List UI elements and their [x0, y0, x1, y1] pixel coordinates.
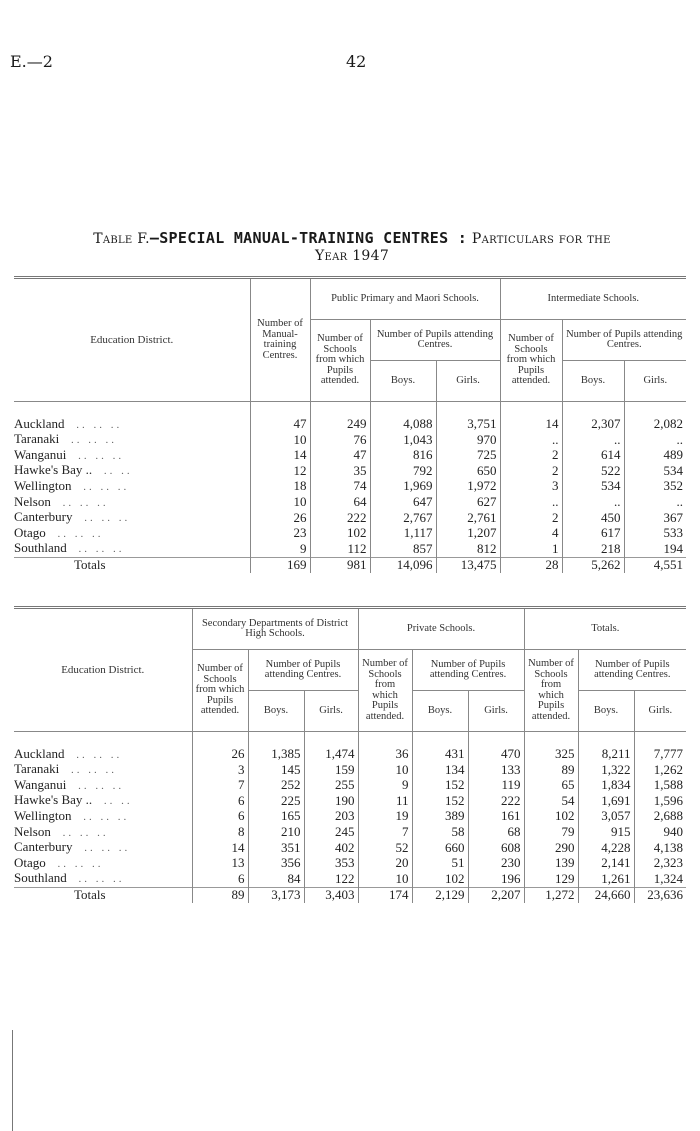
dot-leader: .. .. ..: [78, 512, 131, 525]
private-girls-cell: 222: [468, 793, 524, 809]
header-intermediate-boys: Boys.: [562, 361, 624, 402]
district-name: Otago .. .. ..: [14, 855, 104, 870]
secondary-boys-cell: 356: [248, 856, 304, 872]
intermediate-schools-cell: ..: [500, 432, 562, 448]
centres-cell: 23: [250, 526, 310, 542]
totals-boys-cell: 3,057: [578, 809, 634, 825]
header-intermediate-girls: Girls.: [624, 361, 686, 402]
title-suffix: Particulars for the: [471, 231, 611, 247]
primary-boys-cell: 857: [370, 541, 436, 557]
totals-schools-cell: 290: [524, 840, 578, 856]
intermediate-girls-cell: ..: [624, 432, 686, 448]
header-totals-pupils: Number of Pupils attending Centres.: [578, 650, 686, 691]
intermediate-boys-cell: ..: [562, 432, 624, 448]
secondary-boys-cell: 252: [248, 778, 304, 794]
totals-boys-cell: 8,211: [578, 747, 634, 763]
intermediate-schools-cell: 3: [500, 479, 562, 495]
header-group-intermediate: Intermediate Schools.: [500, 278, 686, 320]
private-schools-cell: 7: [358, 825, 412, 841]
header-manual-training-centres: Number of Manual-training Centres.: [250, 278, 310, 402]
secondary-boys-cell: 84: [248, 871, 304, 887]
header-private-girls: Girls.: [468, 691, 524, 732]
header-private-pupils: Number of Pupils attending Centres.: [412, 650, 524, 691]
header-group-secondary: Secondary Departments of District High Schools.: [192, 608, 358, 650]
primary-schools-cell: 249: [310, 417, 370, 433]
primary-boys-cell: 1,969: [370, 479, 436, 495]
totals-boys-cell: 1,261: [578, 871, 634, 887]
primary-schools-cell: 76: [310, 432, 370, 448]
private-boys-cell: 152: [412, 778, 468, 794]
totals-boys-cell: 1,691: [578, 793, 634, 809]
private-girls-cell: 230: [468, 856, 524, 872]
secondary-girls-cell: 122: [304, 871, 358, 887]
table-row: [14, 778, 686, 794]
primary-girls-cell: 970: [436, 432, 500, 448]
total-primary-girls: 13,475: [436, 557, 500, 572]
secondary-schools-cell: 6: [192, 871, 248, 887]
totals-schools-cell: 79: [524, 825, 578, 841]
private-boys-cell: 51: [412, 856, 468, 872]
table-row: [14, 479, 686, 495]
primary-girls-cell: 725: [436, 448, 500, 464]
secondary-schools-cell: 6: [192, 809, 248, 825]
intermediate-schools-cell: 1: [500, 541, 562, 557]
total-all-girls: 23,636: [634, 887, 686, 902]
secondary-girls-cell: 245: [304, 825, 358, 841]
district-name: Auckland .. .. ..: [14, 416, 123, 431]
intermediate-boys-cell: 534: [562, 479, 624, 495]
total-intermediate-schools: 28: [500, 557, 562, 572]
total-primary-schools: 981: [310, 557, 370, 572]
table-row: [14, 448, 686, 464]
centres-cell: 12: [250, 463, 310, 479]
table-row: [14, 432, 686, 448]
page-reference: E.—2: [10, 52, 53, 71]
centres-cell: 9: [250, 541, 310, 557]
header-education-district: Education District.: [14, 278, 250, 402]
header-primary-pupils: Number of Pupils attending Centres.: [370, 320, 500, 361]
header-primary-schools: Number of Schools from which Pupils attended.: [310, 320, 370, 402]
private-boys-cell: 102: [412, 871, 468, 887]
private-schools-cell: 52: [358, 840, 412, 856]
primary-boys-cell: 4,088: [370, 417, 436, 433]
dot-leader: .. .. ..: [51, 527, 104, 540]
secondary-schools-cell: 14: [192, 840, 248, 856]
district-name: Nelson .. .. ..: [14, 824, 109, 839]
header-private-schools: Number of Schools from which Pupils attended.: [358, 650, 412, 732]
primary-schools-cell: 35: [310, 463, 370, 479]
intermediate-boys-cell: 617: [562, 526, 624, 542]
private-schools-cell: 9: [358, 778, 412, 794]
totals-row: [14, 887, 686, 902]
intermediate-boys-cell: 614: [562, 448, 624, 464]
intermediate-schools-cell: ..: [500, 495, 562, 511]
title-prefix: Table F.: [93, 231, 150, 247]
totals-girls-cell: 1,324: [634, 871, 686, 887]
totals-girls-cell: 940: [634, 825, 686, 841]
dot-leader: .. ..: [98, 465, 133, 478]
primary-boys-cell: 2,767: [370, 510, 436, 526]
private-boys-cell: 58: [412, 825, 468, 841]
total-all-boys: 24,660: [578, 887, 634, 902]
secondary-boys-cell: 351: [248, 840, 304, 856]
header-private-boys: Boys.: [412, 691, 468, 732]
header-secondary-schools: Number of Schools from which Pupils attended.: [192, 650, 248, 732]
total-all-schools: 1,272: [524, 887, 578, 902]
table-primary-intermediate: [14, 276, 686, 573]
totals-girls-cell: 2,688: [634, 809, 686, 825]
district-name: Wellington .. .. ..: [14, 478, 130, 493]
totals-girls-cell: 4,138: [634, 840, 686, 856]
private-boys-cell: 389: [412, 809, 468, 825]
totals-schools-cell: 325: [524, 747, 578, 763]
totals-schools-cell: 89: [524, 762, 578, 778]
header-secondary-girls: Girls.: [304, 691, 358, 732]
table-row: [14, 495, 686, 511]
table-row: [14, 510, 686, 526]
primary-schools-cell: 74: [310, 479, 370, 495]
centres-cell: 10: [250, 432, 310, 448]
totals-boys-cell: 1,834: [578, 778, 634, 794]
page-header: [10, 52, 690, 72]
intermediate-girls-cell: ..: [624, 495, 686, 511]
private-girls-cell: 68: [468, 825, 524, 841]
header-group-private: Private Schools.: [358, 608, 524, 650]
totals-label: Totals: [14, 557, 250, 572]
private-boys-cell: 660: [412, 840, 468, 856]
totals-boys-cell: 915: [578, 825, 634, 841]
secondary-boys-cell: 1,385: [248, 747, 304, 763]
secondary-boys-cell: 210: [248, 825, 304, 841]
total-secondary-girls: 3,403: [304, 887, 358, 902]
totals-boys-cell: 4,228: [578, 840, 634, 856]
header-group-primary: Public Primary and Maori Schools.: [310, 278, 500, 320]
totals-girls-cell: 1,588: [634, 778, 686, 794]
page-number: 42: [346, 52, 367, 71]
table-row: [14, 871, 686, 887]
totals-schools-cell: 139: [524, 856, 578, 872]
district-name: Nelson .. .. ..: [14, 494, 109, 509]
table-row: [14, 825, 686, 841]
private-schools-cell: 10: [358, 762, 412, 778]
intermediate-boys-cell: 218: [562, 541, 624, 557]
district-name: Wanganui .. .. ..: [14, 447, 125, 462]
primary-boys-cell: 792: [370, 463, 436, 479]
district-name: Otago .. .. ..: [14, 525, 104, 540]
primary-girls-cell: 812: [436, 541, 500, 557]
totals-girls-cell: 1,596: [634, 793, 686, 809]
header-totals-girls: Girls.: [634, 691, 686, 732]
total-primary-boys: 14,096: [370, 557, 436, 572]
private-schools-cell: 20: [358, 856, 412, 872]
intermediate-girls-cell: 194: [624, 541, 686, 557]
primary-boys-cell: 647: [370, 495, 436, 511]
primary-schools-cell: 102: [310, 526, 370, 542]
table-row: [14, 840, 686, 856]
header-group-totals: Totals.: [524, 608, 686, 650]
intermediate-girls-cell: 2,082: [624, 417, 686, 433]
secondary-schools-cell: 6: [192, 793, 248, 809]
total-secondary-schools: 89: [192, 887, 248, 902]
total-private-boys: 2,129: [412, 887, 468, 902]
dot-leader: .. .. ..: [70, 748, 123, 761]
private-boys-cell: 152: [412, 793, 468, 809]
private-schools-cell: 36: [358, 747, 412, 763]
totals-schools-cell: 129: [524, 871, 578, 887]
secondary-girls-cell: 203: [304, 809, 358, 825]
secondary-schools-cell: 3: [192, 762, 248, 778]
total-intermediate-boys: 5,262: [562, 557, 624, 572]
dot-leader: .. .. ..: [77, 810, 130, 823]
intermediate-girls-cell: 534: [624, 463, 686, 479]
totals-girls-cell: 1,262: [634, 762, 686, 778]
secondary-girls-cell: 1,474: [304, 747, 358, 763]
private-boys-cell: 134: [412, 762, 468, 778]
district-name: Wanganui .. .. ..: [14, 777, 125, 792]
private-boys-cell: 431: [412, 747, 468, 763]
primary-girls-cell: 2,761: [436, 510, 500, 526]
table-row: [14, 762, 686, 778]
district-name: Southland .. .. ..: [14, 541, 125, 556]
table-row: [14, 747, 686, 763]
centres-cell: 18: [250, 479, 310, 495]
primary-girls-cell: 627: [436, 495, 500, 511]
private-girls-cell: 119: [468, 778, 524, 794]
district-name: Hawke's Bay .. .. ..: [14, 463, 133, 478]
intermediate-schools-cell: 2: [500, 448, 562, 464]
dot-leader: .. .. ..: [77, 480, 130, 493]
dot-leader: .. .. ..: [72, 543, 125, 556]
secondary-boys-cell: 225: [248, 793, 304, 809]
totals-schools-cell: 65: [524, 778, 578, 794]
primary-boys-cell: 1,117: [370, 526, 436, 542]
table-row: [14, 526, 686, 542]
intermediate-girls-cell: 533: [624, 526, 686, 542]
secondary-schools-cell: 13: [192, 856, 248, 872]
title-main: —SPECIAL MANUAL-TRAINING CENTRES :: [149, 229, 468, 247]
dot-leader: .. .. ..: [65, 434, 118, 447]
primary-girls-cell: 1,972: [436, 479, 500, 495]
secondary-schools-cell: 26: [192, 747, 248, 763]
secondary-schools-cell: 7: [192, 778, 248, 794]
header-totals-boys: Boys.: [578, 691, 634, 732]
secondary-girls-cell: 255: [304, 778, 358, 794]
total-intermediate-girls: 4,551: [624, 557, 686, 572]
secondary-boys-cell: 145: [248, 762, 304, 778]
intermediate-boys-cell: 450: [562, 510, 624, 526]
secondary-boys-cell: 165: [248, 809, 304, 825]
dot-leader: .. .. ..: [51, 857, 104, 870]
primary-girls-cell: 1,207: [436, 526, 500, 542]
dot-leader: .. ..: [98, 795, 133, 808]
centres-cell: 10: [250, 495, 310, 511]
private-girls-cell: 133: [468, 762, 524, 778]
private-schools-cell: 10: [358, 871, 412, 887]
secondary-girls-cell: 190: [304, 793, 358, 809]
primary-boys-cell: 1,043: [370, 432, 436, 448]
centres-cell: 47: [250, 417, 310, 433]
table-row: [14, 541, 686, 557]
header-secondary-boys: Boys.: [248, 691, 304, 732]
secondary-girls-cell: 159: [304, 762, 358, 778]
table-row: [14, 793, 686, 809]
table-row: [14, 417, 686, 433]
margin-line: [12, 1030, 13, 1131]
intermediate-schools-cell: 14: [500, 417, 562, 433]
private-girls-cell: 608: [468, 840, 524, 856]
totals-row: [14, 557, 686, 572]
secondary-girls-cell: 402: [304, 840, 358, 856]
dot-leader: .. .. ..: [72, 873, 125, 886]
primary-boys-cell: 816: [370, 448, 436, 464]
total-centres: 169: [250, 557, 310, 572]
totals-schools-cell: 54: [524, 793, 578, 809]
intermediate-boys-cell: 522: [562, 463, 624, 479]
totals-boys-cell: 2,141: [578, 856, 634, 872]
table-row: [14, 856, 686, 872]
totals-girls-cell: 7,777: [634, 747, 686, 763]
dot-leader: .. .. ..: [56, 826, 109, 839]
private-girls-cell: 196: [468, 871, 524, 887]
header-intermediate-pupils: Number of Pupils attending Centres.: [562, 320, 686, 361]
intermediate-schools-cell: 2: [500, 510, 562, 526]
district-name: Canterbury .. .. ..: [14, 840, 131, 855]
header-education-district: Education District.: [14, 608, 192, 732]
header-intermediate-schools: Number of Schools from which Pupils attended.: [500, 320, 562, 402]
header-secondary-pupils: Number of Pupils attending Centres.: [248, 650, 358, 691]
centres-cell: 14: [250, 448, 310, 464]
district-name: Wellington .. .. ..: [14, 808, 130, 823]
totals-label: Totals: [14, 887, 192, 902]
table-title: [14, 230, 690, 265]
private-girls-cell: 470: [468, 747, 524, 763]
district-name: Taranaki .. .. ..: [14, 762, 118, 777]
intermediate-girls-cell: 489: [624, 448, 686, 464]
private-schools-cell: 19: [358, 809, 412, 825]
dot-leader: .. .. ..: [72, 449, 125, 462]
district-name: Southland .. .. ..: [14, 871, 125, 886]
primary-schools-cell: 47: [310, 448, 370, 464]
intermediate-schools-cell: 4: [500, 526, 562, 542]
secondary-schools-cell: 8: [192, 825, 248, 841]
primary-girls-cell: 650: [436, 463, 500, 479]
primary-girls-cell: 3,751: [436, 417, 500, 433]
total-secondary-boys: 3,173: [248, 887, 304, 902]
district-name: Hawke's Bay .. .. ..: [14, 793, 133, 808]
secondary-girls-cell: 353: [304, 856, 358, 872]
header-primary-girls: Girls.: [436, 361, 500, 402]
dot-leader: .. .. ..: [78, 842, 131, 855]
title-year: Year 1947: [314, 248, 390, 264]
total-private-girls: 2,207: [468, 887, 524, 902]
totals-schools-cell: 102: [524, 809, 578, 825]
centres-cell: 26: [250, 510, 310, 526]
intermediate-schools-cell: 2: [500, 463, 562, 479]
header-totals-schools: Number of Schools from which Pupils attended.: [524, 650, 578, 732]
totals-boys-cell: 1,322: [578, 762, 634, 778]
dot-leader: .. .. ..: [56, 496, 109, 509]
intermediate-girls-cell: 352: [624, 479, 686, 495]
district-name: Taranaki .. .. ..: [14, 432, 118, 447]
intermediate-boys-cell: ..: [562, 495, 624, 511]
dot-leader: .. .. ..: [70, 418, 123, 431]
table-row: [14, 463, 686, 479]
district-name: Auckland .. .. ..: [14, 746, 123, 761]
table-row: [14, 809, 686, 825]
district-name: Canterbury .. .. ..: [14, 510, 131, 525]
dot-leader: .. .. ..: [72, 779, 125, 792]
primary-schools-cell: 112: [310, 541, 370, 557]
header-primary-boys: Boys.: [370, 361, 436, 402]
primary-schools-cell: 222: [310, 510, 370, 526]
table-secondary-private-totals: [14, 606, 686, 903]
private-girls-cell: 161: [468, 809, 524, 825]
intermediate-girls-cell: 367: [624, 510, 686, 526]
totals-girls-cell: 2,323: [634, 856, 686, 872]
intermediate-boys-cell: 2,307: [562, 417, 624, 433]
primary-schools-cell: 64: [310, 495, 370, 511]
private-schools-cell: 11: [358, 793, 412, 809]
total-private-schools: 174: [358, 887, 412, 902]
dot-leader: .. .. ..: [65, 764, 118, 777]
